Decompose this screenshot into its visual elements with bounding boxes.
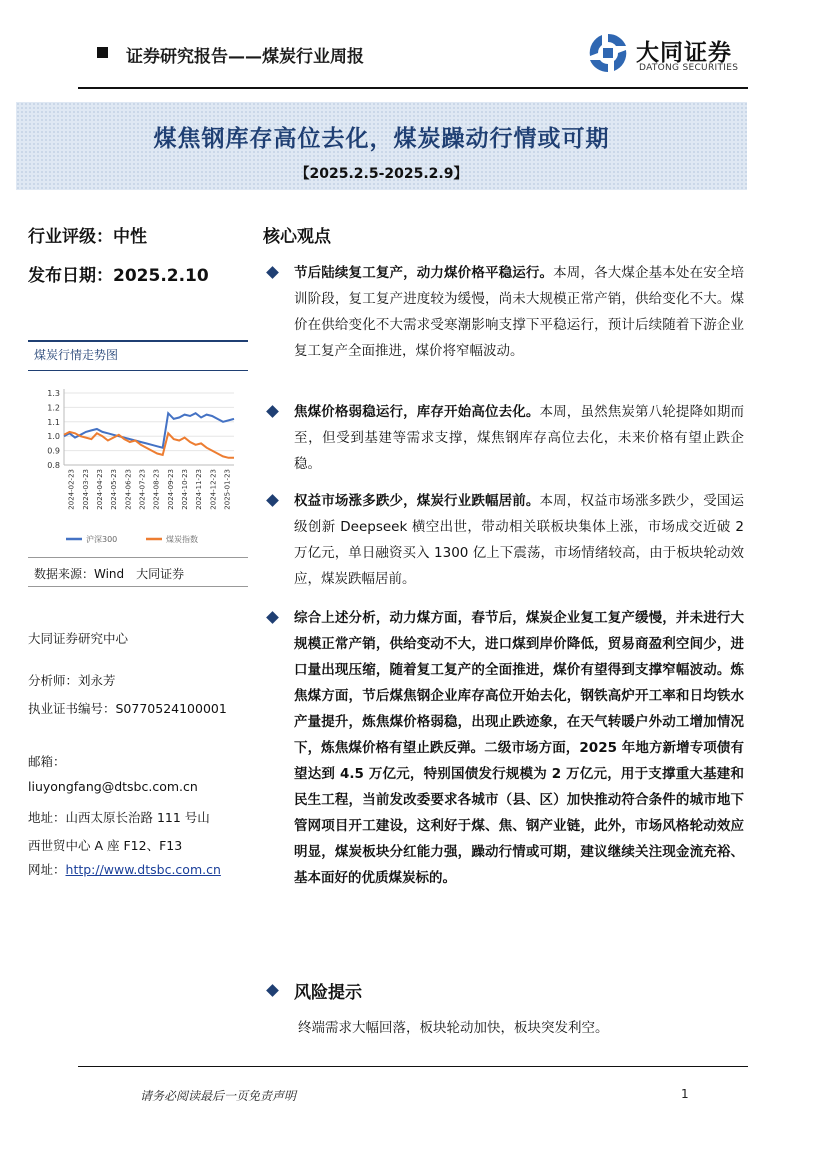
chart-x-tick-label: 2024-05-23 xyxy=(110,469,119,510)
bullet-diamond-icon xyxy=(266,405,279,418)
bullet-diamond-icon xyxy=(266,494,279,507)
chart-x-tick-label: 2024-06-23 xyxy=(124,469,133,510)
publish-date: 发布日期：2025.2.10 xyxy=(28,266,209,286)
chart-x-tick-label: 2024-10-23 xyxy=(180,469,189,510)
chart-x-tick-label: 2024-09-23 xyxy=(166,469,175,510)
report-category-title: 证券研究报告——煤炭行业周报 xyxy=(126,47,364,67)
industry-rating: 行业评级：中性 xyxy=(28,227,147,247)
chart-x-tick-label: 2024-03-23 xyxy=(81,469,90,510)
chart-bottom-border xyxy=(28,557,248,558)
core-point-3-body: 本周，权益市场涨多跌少，受国运级创新 Deepseek 横空出世，带动相关联板块集体上涨，市场成交近破 2 万亿元，单日融资买入 1300 亿上下震荡，市场情绪较高，由于板块轮动效应，煤炭跌幅居前。 xyxy=(294,493,744,587)
header-divider xyxy=(78,87,748,89)
certificate-number: 执业证书编号：S0770524100001 xyxy=(28,701,227,716)
email-label: 邮箱： xyxy=(28,754,66,769)
chart-y-tick-label: 1.2 xyxy=(47,403,60,413)
header-square-marker xyxy=(97,47,108,58)
core-point-2-lead: 焦煤价格弱稳运行，库存开始高位去化。 xyxy=(294,404,540,420)
core-point-1-body: 本周，各大煤企基本处在安全培训阶段，复工复产进度较为缓慢，尚未大规模正常产销，供给变化不大。煤价在供给变化不大需求受寒潮影响支撑下平稳运行，预计后续随着下游企业复工复产全面推进，煤价将窄幅波动。 xyxy=(294,265,744,359)
chart-title: 煤炭行情走势图 xyxy=(34,348,119,362)
core-point-2 xyxy=(294,399,744,477)
logo-english-name: DATONG SECURITIES xyxy=(639,63,739,73)
chart-x-tick-label: 2024-08-23 xyxy=(152,469,161,510)
chart-x-tick-label: 2024-04-23 xyxy=(95,469,104,510)
core-point-1 xyxy=(294,260,744,364)
chart-x-tick-label: 2025-01-23 xyxy=(223,469,232,510)
risk-heading: 风险提示 xyxy=(294,983,362,1003)
address-line-2: 西世贸中心 A 座 F12、F13 xyxy=(28,838,183,853)
chart-top-border xyxy=(28,340,248,342)
email-address[interactable]: liuyongfang@dtsbc.com.cn xyxy=(28,779,198,794)
chart-title-divider xyxy=(28,370,248,371)
coal-trend-chart xyxy=(28,373,248,555)
chart-y-tick-label: 0.9 xyxy=(47,446,60,456)
core-point-3 xyxy=(294,488,744,592)
logo-chinese-name: 大同证券 xyxy=(636,40,732,66)
website-row xyxy=(28,860,221,878)
bullet-diamond-icon xyxy=(266,611,279,624)
chart-series-line-1 xyxy=(64,413,234,448)
disclaimer-note: 请务必阅读最后一页免责声明 xyxy=(140,1089,297,1103)
address-line-1: 地址：山西太原长治路 111 号山 xyxy=(28,810,210,825)
research-center: 大同证券研究中心 xyxy=(28,631,129,646)
core-views-heading: 核心观点 xyxy=(263,227,331,247)
report-date-range: 【2025.2.5-2025.2.9】 xyxy=(295,166,468,182)
chart-y-tick-label: 0.8 xyxy=(47,461,60,470)
risk-diamond-icon xyxy=(266,984,279,997)
chart-x-tick-label: 2024-11-23 xyxy=(195,469,204,510)
chart-y-tick-label: 1.1 xyxy=(47,417,60,427)
page-number: 1 xyxy=(681,1087,689,1101)
datong-logo-icon xyxy=(584,30,632,76)
core-point-3-lead: 权益市场涨多跌少，煤炭行业跌幅居前。 xyxy=(294,493,540,509)
bullet-diamond-icon xyxy=(266,266,279,279)
report-title: 煤焦钢库存高位去化，煤炭躁动行情或可期 xyxy=(153,126,610,152)
chart-x-tick-label: 2024-02-23 xyxy=(67,469,76,510)
core-summary: 综合上述分析，动力煤方面，春节后，煤炭企业复工复产缓慢，并未进行大规模正常产销，供给变动不大，进口煤到岸价降低，贸易商盈利空间少，进口量出现压缩，随着复工复产的全面推进，煤价有望得到支撑窄幅波动。炼焦煤方面，节后煤焦钢企业库存高位开始去化，钢铁高炉开工率和日均铁水产量提升，炼焦煤价格弱稳，出现止跌迹象，在天气转暖户外动工增加情况下，炼焦煤价格有望止跌反弹。二级市场方面，2025 年地方新增专项债有望达到 4.5 万亿元，特别国债发行规模为 2 万亿元，用于支撑重大基建和民生工程，当前发改委要求各城市（县、区）加快推动符合条件的城市地下管网项目开工建设，这利好于煤、焦、钢产业链，此外，市场风格轮动效应明显，煤炭板块分红能力强，躁动行情或可期，建议继续关注现金流充裕、基本面好的优质煤炭标的。 xyxy=(294,610,744,886)
chart-x-tick-label: 2024-07-23 xyxy=(138,469,147,510)
source-divider xyxy=(28,586,248,587)
risk-text: 终端需求大幅回落，板块轮动加快，板块突发利空。 xyxy=(298,1020,609,1036)
data-source: 数据来源：Wind 大同证券 xyxy=(34,567,185,581)
core-point-1-lead: 节后陆续复工复产，动力煤价格平稳运行。 xyxy=(294,265,554,281)
chart-y-tick-label: 1.0 xyxy=(47,432,60,442)
chart-x-tick-label: 2024-12-23 xyxy=(209,469,218,510)
website-link[interactable]: http://www.dtsbc.com.cn xyxy=(65,862,221,877)
core-point-2-body: 本周，虽然焦炭第八轮提降如期而至，但受到基建等需求支撑，煤焦钢库存高位去化，未来价格有望止跌企稳。 xyxy=(294,404,744,472)
chart-legend-label: 沪深300 xyxy=(86,535,118,544)
footer-divider xyxy=(78,1066,748,1067)
analyst-name: 分析师：刘永芳 xyxy=(28,673,116,688)
chart-y-tick-label: 1.3 xyxy=(47,389,60,398)
website-label: 网址： xyxy=(28,862,66,877)
chart-legend-label: 煤炭指数 xyxy=(166,535,198,544)
